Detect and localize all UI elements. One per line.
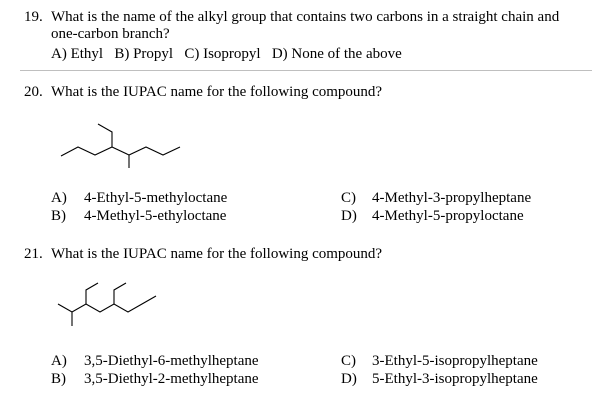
question-text-line-1: What is the name of the alkyl group that contains two carbons in a straight chain and	[51, 9, 560, 25]
option-text: 3,5-Diethyl-2-methylheptane	[84, 371, 259, 387]
question-text-line-2: one-carbon branch?	[51, 26, 170, 42]
option-letter: D)	[341, 208, 357, 224]
question-text: What is the IUPAC name for the following compound?	[51, 246, 383, 262]
option-text: 4-Ethyl-5-methyloctane	[84, 190, 228, 206]
option-letter: C)	[341, 353, 356, 369]
option-letter: B)	[51, 208, 66, 224]
option-text: 4-Methyl-5-ethyloctane	[84, 208, 227, 224]
option-text: 5-Ethyl-3-isopropylheptane	[372, 371, 538, 387]
question-number: 20.	[24, 84, 43, 100]
option-letter: A)	[51, 190, 67, 206]
question-number: 21.	[24, 246, 43, 262]
skeletal-structure-icon	[55, 282, 155, 332]
option-text: 4-Methyl-3-propylheptane	[372, 190, 532, 206]
skeletal-structure-icon	[55, 118, 185, 168]
option-text: 3-Ethyl-5-isopropylheptane	[372, 353, 538, 369]
option-text: 3,5-Diethyl-6-methylheptane	[84, 353, 259, 369]
question-text: What is the IUPAC name for the following compound?	[51, 84, 383, 100]
option-letter: B)	[51, 371, 66, 387]
answer-options-inline: A) Ethyl B) Propyl C) Isopropyl D) None of the above	[51, 46, 402, 62]
option-letter: A)	[51, 353, 67, 369]
question-number: 19.	[24, 9, 43, 25]
option-text: 4-Methyl-5-propyloctane	[372, 208, 524, 224]
option-letter: C)	[341, 190, 356, 206]
divider	[20, 70, 592, 71]
option-letter: D)	[341, 371, 357, 387]
